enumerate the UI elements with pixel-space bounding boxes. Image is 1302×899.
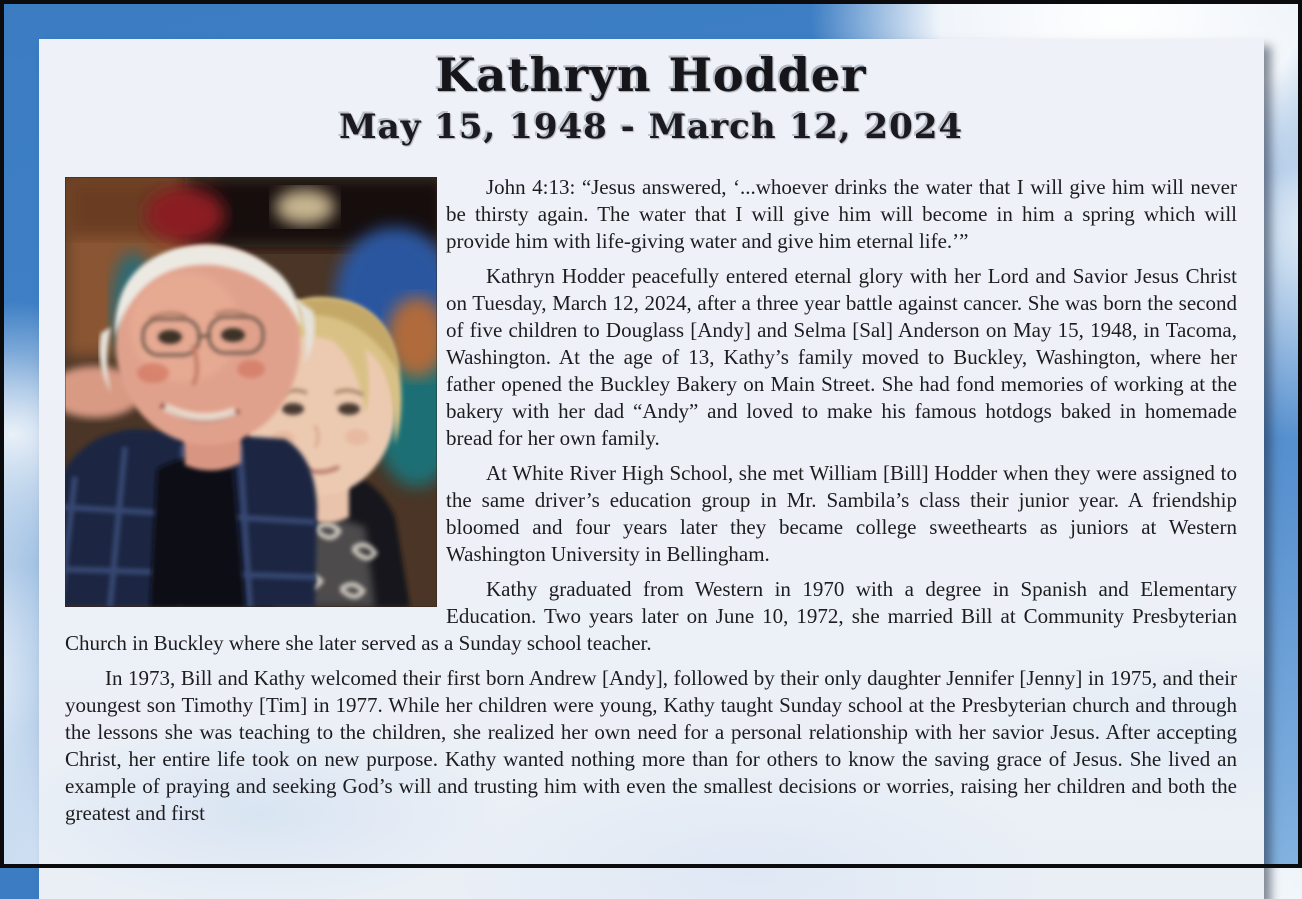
obituary-name-title: Kathryn Hodder <box>435 48 867 102</box>
obituary-paragraph: In 1973, Bill and Kathy welcomed their first born Andrew [Andy], followed by their only daughter Jennifer [Jenny] in 1975, and their youngest son Timothy [Tim] in 1977. While her children were young, Kathy taught Sunday school at the Presbyterian church and through the lessons she was teaching to the children, she realized her own need for a personal relationship with her savior Jesus. After accepting Christ, her entire life took on new purpose. Kathy wanted nothing more than for others to know the saving grace of Jesus. She lived an example of praying and seeking God’s will and trusting him with even the smallest decisions or worries, raising her children and both the greatest and first <box>65 666 1237 825</box>
obituary-paragraph: At White River High School, she met William [Bill] Hodder when they were assigned to the same driver’s education group in Mr. Sambila’s class their junior year. A friendship bloomed and four years later they became college sweethearts as juniors at Western Washington University in Bellingham. <box>446 461 1237 566</box>
obituary-body <box>65 174 1237 827</box>
obituary-paragraph: John 4:13: “Jesus answered, ‘...whoever drinks the water that I will give him will never be thirsty again. The water that I will give him will become in him a spring which will provide him with life-giving water and give him eternal life.’” <box>446 175 1237 253</box>
obituary-card <box>39 39 1264 899</box>
couple-photo <box>65 177 437 607</box>
obituary-paragraph: Kathryn Hodder peacefully entered eternal glory with her Lord and Savior Jesus Christ on Tuesday, March 12, 2024, after a three year battle against cancer. She was born the second of five children to Douglass [Andy] and Selma [Sal] Anderson on May 15, 1948, in Tacoma, Washington. At the age of 13, Kathy’s family moved to Buckley, Washington, where her father opened the Buckley Bakery on Main Street. She had fond memories of working at the bakery with her dad “Andy” and loved to make his famous hotdogs baked in homemade bread for her own family. <box>446 264 1237 450</box>
obituary-paragraph: Kathy graduated from Western in 1970 with a degree in Spanish and Elementary Education. Two years later on June 10, 1972, she married Bill at Community Presbyterian Church in Buckley where she later served as a Sunday school teacher. <box>65 577 1237 655</box>
obituary-dates: May 15, 1948 - March 12, 2024 <box>338 107 964 147</box>
